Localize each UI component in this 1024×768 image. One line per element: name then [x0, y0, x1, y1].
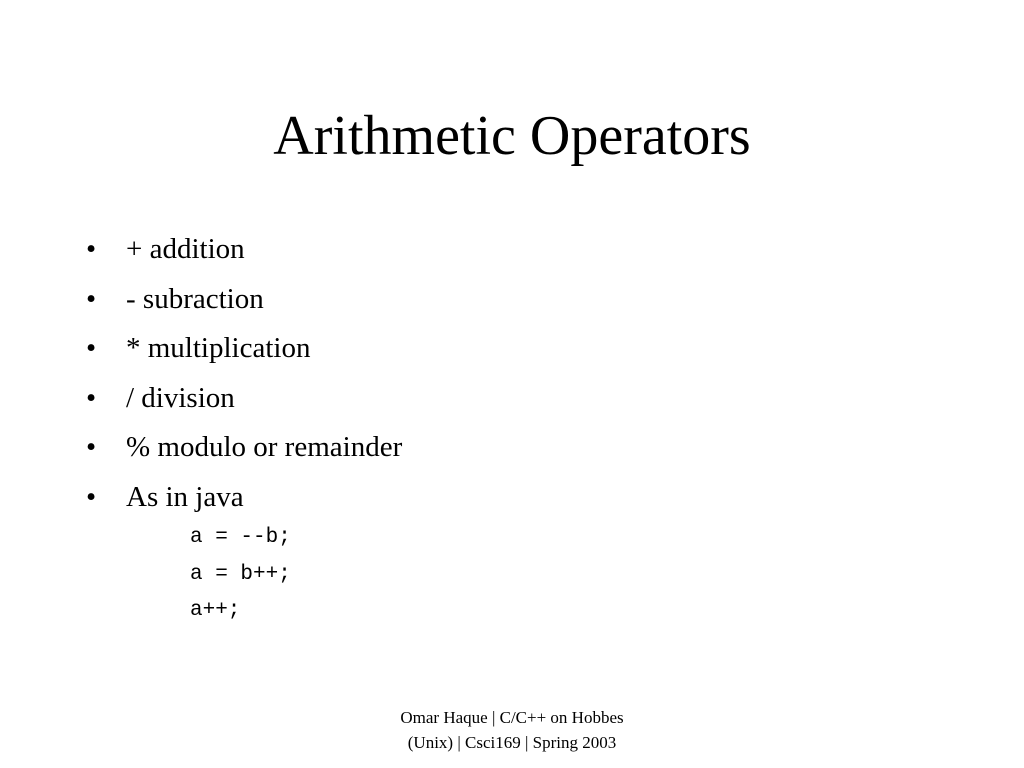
bullet-text: / division: [126, 381, 235, 414]
bullet-dot-icon: •: [86, 431, 97, 463]
bullet-list: [86, 228, 402, 525]
bullet-item: [86, 228, 402, 278]
code-line: a = b++;: [190, 562, 291, 586]
bullet-dot-icon: •: [86, 381, 97, 414]
footer-line: (Unix) | Csci169 | Spring 2003: [407, 733, 617, 752]
slide-footer: [350, 705, 674, 755]
bullet-text: + addition: [126, 233, 245, 265]
bullet-dot-icon: •: [86, 480, 97, 513]
bullet-dot-icon: •: [86, 233, 97, 265]
bullet-text: * multiplication: [126, 332, 311, 364]
bullet-dot-icon: •: [86, 332, 97, 364]
code-line: a = --b;: [190, 526, 291, 549]
bullet-item: [86, 327, 402, 377]
footer-line: Omar Haque | C/C++ on Hobbes: [400, 708, 624, 727]
bullet-text: As in java: [126, 480, 244, 513]
bullet-item: [86, 476, 402, 526]
bullet-item: [86, 426, 402, 476]
code-example: [190, 520, 291, 630]
slide-title: Arithmetic Operators: [273, 105, 751, 167]
bullet-text: % modulo or remainder: [126, 431, 403, 463]
bullet-text: - subraction: [126, 282, 264, 315]
code-line: a++;: [190, 599, 241, 622]
bullet-item: [86, 377, 402, 427]
bullet-item: [86, 278, 402, 328]
bullet-dot-icon: •: [86, 282, 97, 315]
